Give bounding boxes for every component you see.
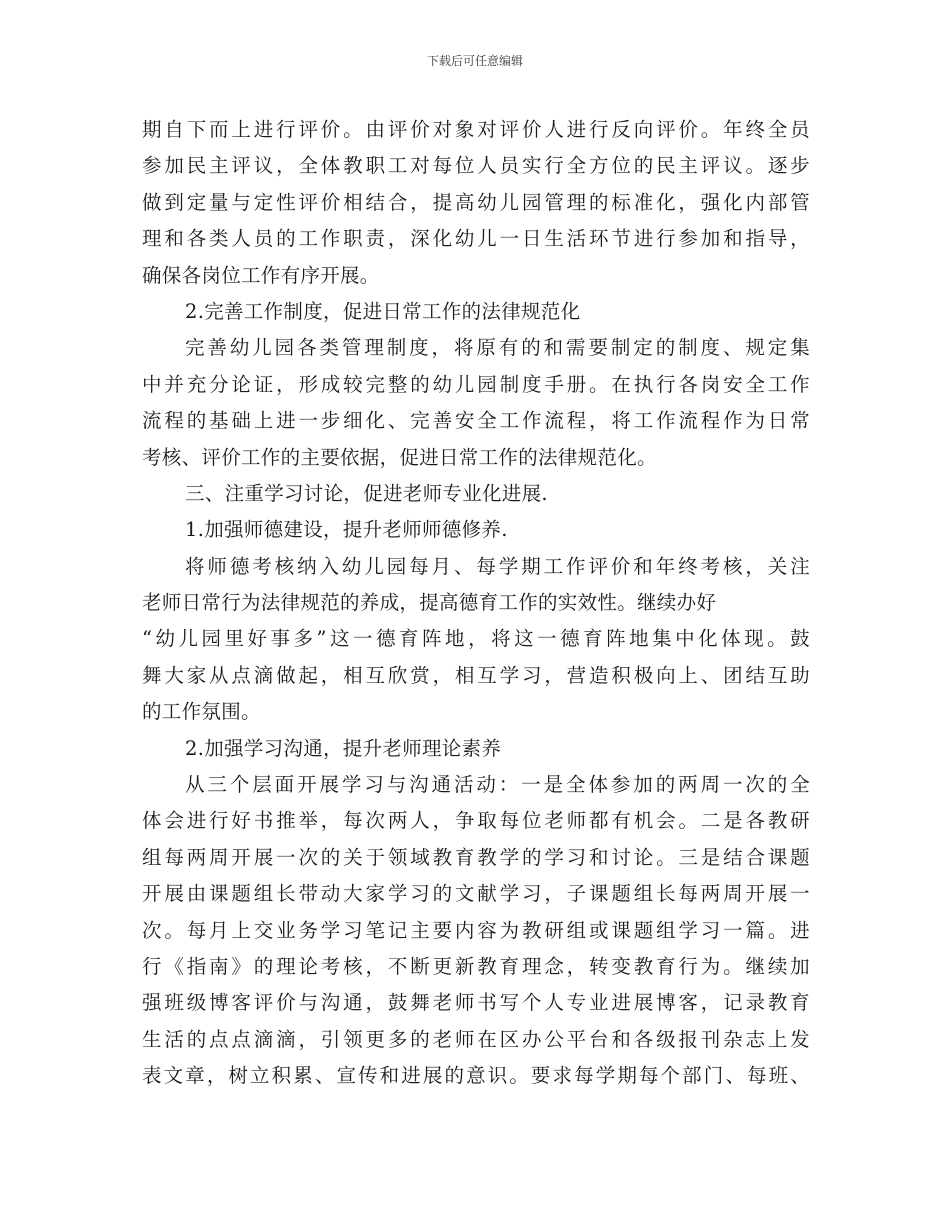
text-line: “幼儿园里好事多”这一德育阵地，将这一德育阵地集中化体现。鼓 — [142, 627, 810, 651]
text-line: 舞大家从点滴做起，相互欣赏，相互学习，营造积极向上、团结互助 — [142, 663, 810, 687]
text-line: 从三个层面开展学习与沟通活动：一是全体参加的两周一次的全 — [185, 773, 810, 797]
text-line: 期自下而上进行评价。由评价对象对评价人进行反向评价。年终全员 — [142, 118, 810, 141]
page-header: 下载后可任意编辑 — [426, 54, 523, 68]
text-line: 将师德考核纳入幼儿园每月、每学期工作评价和年终考核，关注 — [185, 554, 810, 578]
text-line: 表文章，树立积累、宣传和进展的意识。要求每学期每个部门、每班、 — [142, 1064, 810, 1088]
text-line: 1.加强师德建设，提升老师师德修养. — [185, 518, 508, 542]
text-line: 中并充分论证，形成较完整的幼儿园制度手册。在执行各岗安全工作 — [142, 372, 810, 396]
text-line: 行《指南》的理论考核，不断更新教育理念，转变教育行为。继续加 — [142, 954, 810, 978]
text-line: 2.完善工作制度，促进日常工作的法律规范化 — [185, 299, 581, 323]
text-line: 完善幼儿园各类管理制度，将原有的和需要制定的制度、规定集 — [185, 336, 810, 360]
text-line: 开展由课题组长带动大家学习的文献学习，子课题组长每两周开展一 — [142, 882, 810, 906]
text-line: 次。每月上交业务学习笔记主要内容为教研组或课题组学习一篇。进 — [142, 918, 810, 942]
text-line: 理和各类人员的工作职责，深化幼儿一日生活环节进行参加和指导， — [142, 227, 810, 251]
text-line: 组每两周开展一次的关于领域教育教学的学习和讨论。三是结合课题 — [142, 845, 810, 869]
text-line: 三、注重学习讨论，促进老师专业化进展. — [185, 481, 548, 505]
text-line: 参加民主评议，全体教职工对每位人员实行全方位的民主评议。逐步 — [142, 154, 810, 178]
text-line: 老师日常行为法律规范的养成，提高德育工作的实效性。继续办好 — [142, 591, 717, 615]
text-line: 考核、评价工作的主要依据，促进日常工作的法律规范化。 — [142, 445, 657, 469]
text-line: 体会进行好书推举，每次两人，争取每位老师都有机会。二是各教研 — [142, 809, 810, 833]
document-body — [142, 112, 810, 1095]
text-line: 生活的点点滴滴，引领更多的老师在区办公平台和各级报刊杂志上发 — [142, 1027, 810, 1051]
text-line: 做到定量与定性评价相结合，提高幼儿园管理的标准化，强化内部管 — [142, 190, 810, 214]
text-line: 流程的基础上进一步细化、完善安全工作流程，将工作流程作为日常 — [142, 409, 810, 433]
text-line: 的工作氛围。 — [142, 700, 261, 724]
text-line: 2.加强学习沟通，提升老师理论素养 — [185, 736, 502, 760]
text-line: 强班级博客评价与沟通，鼓舞老师书写个人专业进展博客，记录教育 — [142, 991, 810, 1015]
text-line: 确保各岗位工作有序开展。 — [142, 263, 380, 287]
